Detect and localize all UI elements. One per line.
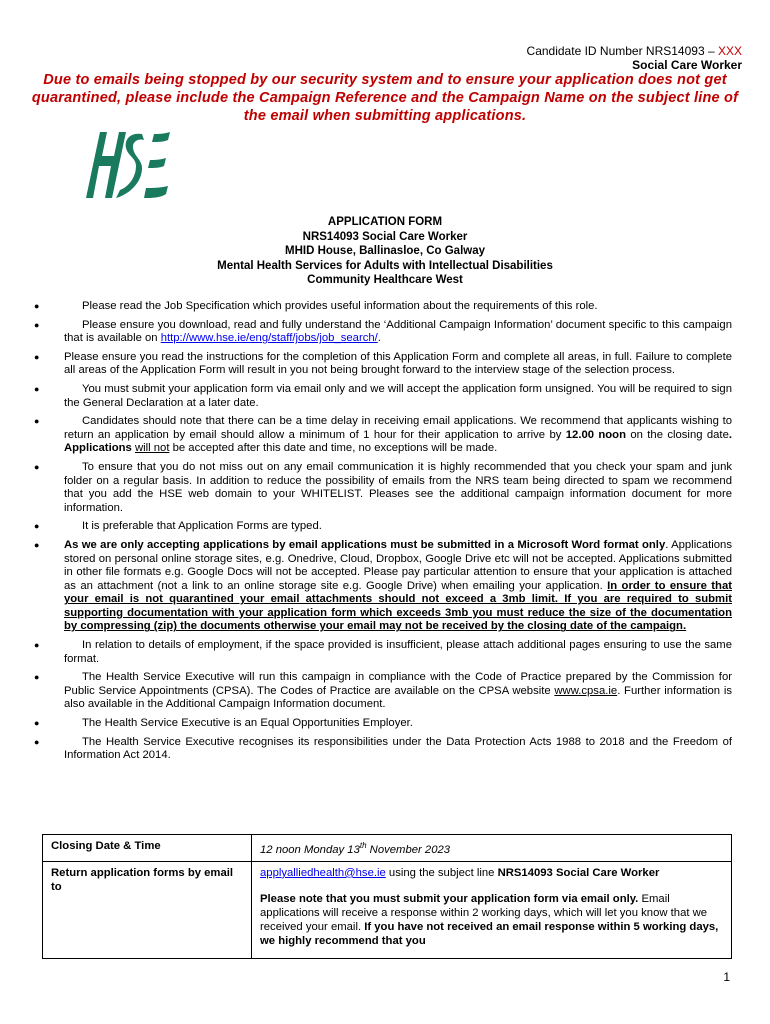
list-item: ● Candidates should note that there can be a time delay in receiving email applications. We recommend that applicants wishing to return an application by email should allow a minimum of 1 hour for their application to arrive by 12.00 noon on the closing date. Applications will not be accepted after this date and time, no exceptions will be made. bbox=[34, 415, 732, 455]
job-search-link[interactable]: http://www.hse.ie/eng/staff/jobs/job_search/ bbox=[160, 332, 378, 345]
form-heading bbox=[0, 215, 770, 288]
table-row bbox=[43, 835, 732, 862]
table-row bbox=[43, 861, 732, 958]
candidate-id: Candidate ID Number NRS14093 – bbox=[526, 44, 715, 58]
email-warning: Due to emails being stopped by our security system and to ensure your application does not get quarantined, please include the Campaign Reference and the Campaign Name on the subject line of the email when submitting applications. bbox=[31, 72, 739, 124]
bullet-icon: ● bbox=[34, 319, 40, 330]
list-item: ● The Health Service Executive will run this campaign in compliance with the Code of Practice prepared by the Commission for Public Service Appointments (CPSA). The Codes of Practice are available on the CPSA website www.cpsa.ie. Further information is also available in the Additional Campaign Information document. bbox=[34, 671, 732, 711]
closing-date-value: 12 noon Monday 13th November 2023 bbox=[252, 835, 732, 862]
bullet-icon: ● bbox=[34, 672, 40, 683]
bullet-icon: ● bbox=[34, 718, 40, 729]
bullet-icon: ● bbox=[34, 461, 40, 472]
apply-email-link[interactable]: applyalliedhealth@hse.ie bbox=[260, 866, 386, 879]
return-label: Return application forms by email to bbox=[43, 861, 252, 958]
bullet-icon: ● bbox=[34, 416, 40, 427]
form-area: Community Healthcare West bbox=[307, 274, 463, 286]
role-title: Social Care Worker bbox=[632, 58, 742, 72]
bullet-icon: ● bbox=[34, 539, 40, 550]
list-item: ● Please read the Job Specification which provides useful information about the requirements of this role. bbox=[34, 300, 598, 312]
bullet-icon: ● bbox=[34, 351, 40, 362]
list-item: ● The Health Service Executive recognises its responsibilities under the Data Protection Acts 1988 to 2018 and the Freedom of Information Act 2014. bbox=[34, 735, 732, 762]
list-item: ● The Health Service Executive is an Equal Opportunities Employer. bbox=[34, 717, 413, 730]
list-item: ● Please ensure you download, read and fully understand the ‘Additional Campaign Information’ document specific to this campaign that is available on http://www.hse.ie/eng/staff/jobs/job_search/. bbox=[34, 318, 732, 345]
closing-date-label: Closing Date & Time bbox=[43, 835, 252, 862]
list-item: ● Please ensure you read the instructions for the completion of this Application Form and complete all areas, in full. Failure to complete all areas of the Application Form will result in you not being brought forward to the interview stage of the selection process. bbox=[34, 350, 732, 377]
email-note-bold: Please note that you must submit your application form via email only. bbox=[260, 892, 639, 905]
return-value: applyalliedhealth@hse.ie using the subject line NRS14093 Social Care Worker Please note that you must submit your application form via email only. Email applications will receive a response within 2 working days, which will let you know that we received your email. If you have not received an email response within 5 working days, we highly recommend that you bbox=[252, 861, 732, 958]
form-ref: NRS14093 Social Care Worker bbox=[302, 230, 468, 243]
form-title: APPLICATION FORM bbox=[327, 216, 443, 228]
bullet-icon: ● bbox=[34, 736, 40, 747]
list-item: ● To ensure that you do not miss out on any email communication it is highly recommended that you check your spam and junk folder on a regular basis. In addition to reduce the possibility of emails from the NRS team being directed to spam we recommend that you add the HSE web domain to your WHITELIST. Pleases see the additional campaign information document for more information. bbox=[34, 460, 732, 514]
candidate-id-placeholder: XXX bbox=[714, 44, 742, 58]
bullet-icon: ● bbox=[34, 640, 40, 651]
bullet-icon: ● bbox=[34, 383, 40, 394]
instructions-list bbox=[34, 300, 732, 768]
list-item: ● You must submit your application form via email only and we will accept the application form unsigned. You will be required to sign the General Declaration at a later date. bbox=[34, 382, 732, 409]
hse-logo bbox=[80, 128, 170, 202]
hse-logo-icon bbox=[80, 128, 170, 202]
page-number: 1 bbox=[723, 970, 730, 984]
list-item: ● In relation to details of employment, if the space provided is insufficient, please attach additional pages ensuring to use the same format. bbox=[34, 639, 732, 665]
bullet-icon: ● bbox=[34, 301, 40, 311]
form-service: Mental Health Services for Adults with Intellectual Disabilities bbox=[217, 259, 553, 272]
list-item: ● It is preferable that Application Forms are typed. bbox=[34, 520, 322, 533]
closing-date-table bbox=[42, 834, 732, 959]
cpsa-link[interactable]: www.cpsa.ie bbox=[554, 684, 618, 697]
list-item: ● As we are only accepting applications by email applications must be submitted in a Microsoft Word format only. Applications stored on personal online storage sites, e.g. Onedrive, Cloud, Dropbox, Google Drive etc will not be accepted. Applications submitted in other file formats e.g. Google Docs will not be accepted. Please pay particular attention to ensure that your application is attached as an attachment (not a link to an online storage site e.g. Google Drive) when emailing your application. In order to ensure that your email is not quarantined your email attachments should not exceed a 3mb limit. If you are required to submit supporting documentation with your application form which exceeds 3mb you must reduce the size of the documentation by compressing (zip) the documents otherwise your email may not be received by the closing date of the campaign. bbox=[34, 538, 733, 633]
candidate-id-line bbox=[527, 44, 742, 58]
form-location: MHID House, Ballinasloe, Co Galway bbox=[284, 245, 486, 257]
bullet-icon: ● bbox=[34, 521, 40, 532]
